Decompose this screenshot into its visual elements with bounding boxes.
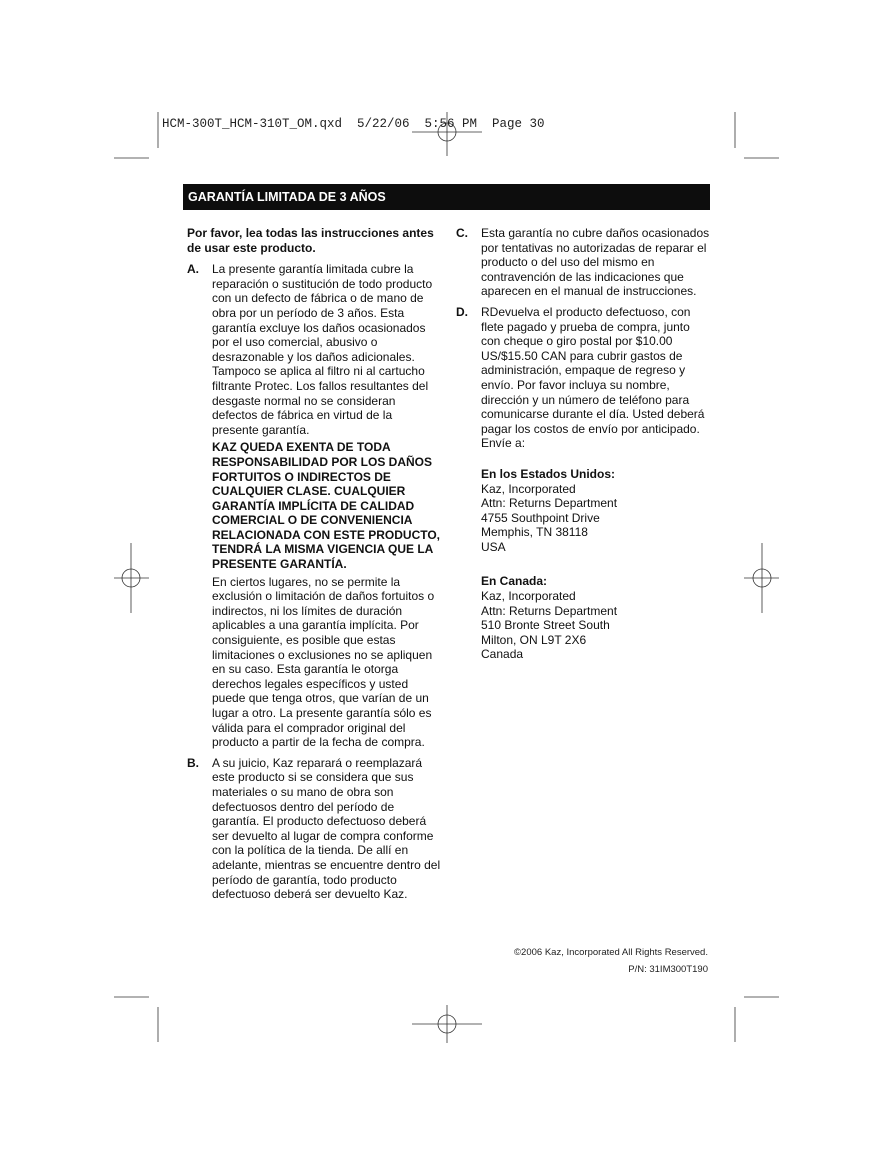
item-text: A su juicio, Kaz reparará o reemplazará este producto si se considera que sus materiales o su mano de obra son defectuosos dentro del período de garantía. El producto defectuoso deberá ser devuelto al lugar de compra conforme con la política de la tienda. De allí en adelante, mientras se encuentre dentro del período de garantía, todo producto defectuoso deberá ser devuelto Kaz. [212,755,441,902]
item-text: RDevuelva el producto defectuoso, con flete pagado y prueba de compra, junto con cheque o giro postal por $10.00 US/$15.50 CAN para cubrir gastos de administración, empaque de regreso y envío. Por favor incluya su nombre, dirección y un número de teléfono para comunicarse durante el día. Usted deberá pagar los costos de envío por anticipado. Envíe a: [481,304,705,451]
item-text: Esta garantía no cubre daños ocasionados por tentativas no autorizadas de reparar el producto o del uso del mismo en contravención de las indicaciones que aparecen en el manual de instrucciones. [481,226,710,299]
item-text-continued: En ciertos lugares, no se permite la exclusión o limitación de daños fortuitos o indirectos, ni los límites de duración aplicables a una garantía implícita. Por consiguiente, es posible que estas limitaciones o exclusiones no se apliquen en su caso. Esta garantía le otorga derechos legales específicos y usted puede que tenga otros, que varían de un lugar a otro. La presente garantía sólo es válida para el comprador original del producto a partir de la fecha de compra. [212,574,435,750]
address-line: Kaz, Incorporated [481,481,576,496]
address-heading: En los Estados Unidos: [481,466,616,481]
item-letter: C. [456,226,468,240]
left-column [187,226,442,902]
intro-text: Por favor, lea todas las instrucciones antes de usar este producto. [187,226,434,255]
warranty-item-b [187,756,442,902]
address-line: Kaz, Incorporated [481,589,576,604]
item-letter: D. [456,304,468,319]
page-footer [514,944,708,978]
item-text: La presente garantía limitada cubre la reparación o sustitución de todo producto con un defecto de fábrica o de mano de obra por un período de 3 años. Esta garantía excluye los daños ocasionados por el uso comercial, abusivo o desrazonable y los daños adicionales. Tampoco se aplica al filtro ni al cartucho filtrante Protec. Los fallos resultantes del desgaste normal no se consideran defectos de fábrica en virtud de la presente garantía. [212,262,433,437]
address-line: 510 Bronte Street South [481,618,610,633]
address-line: USA [481,539,506,554]
item-letter: A. [187,262,199,277]
address-line: Canada [481,647,524,662]
warranty-item-a [187,262,442,750]
part-number: P/N: 31IM300T190 [628,964,708,975]
address-line: Memphis, TN 38118 [481,525,588,540]
section-header [183,184,710,210]
copyright-notice: ©2006 Kaz, Incorporated All Rights Reserved. [514,947,708,958]
us-address [481,467,712,555]
section-title: GARANTÍA LIMITADA DE 3 AÑOS [188,190,386,204]
item-letter: B. [187,755,199,770]
address-heading: En Canada: [481,574,548,589]
right-column [456,226,712,662]
warranty-item-c [456,226,712,299]
warranty-item-d [456,305,712,451]
file-slug: HCM-300T_HCM-310T_OM.qxd 5/22/06 5:56 PM Page 30 [162,117,545,131]
address-line: Milton, ON L9T 2X6 [481,632,587,647]
canada-address [481,574,712,662]
address-line: 4755 Southpoint Drive [481,510,600,525]
address-line: Attn: Returns Department [481,496,618,511]
address-line: Attn: Returns Department [481,603,618,618]
disclaimer-text: KAZ QUEDA EXENTA DE TODA RESPONSABILIDAD POR LOS DAÑOS FORTUITOS O INDIRECTOS DE CUALQUIER CLASE. CUALQUIER GARANTÍA IMPLÍCITA DE CALIDAD COMERCIAL O DE CONVENIENCIA RELACIONADA CON ESTE PRODUCTO, TENDRÁ LA MISMA VIGENCIA QUE LA PRESENTE GARANTÍA. [212,440,441,572]
